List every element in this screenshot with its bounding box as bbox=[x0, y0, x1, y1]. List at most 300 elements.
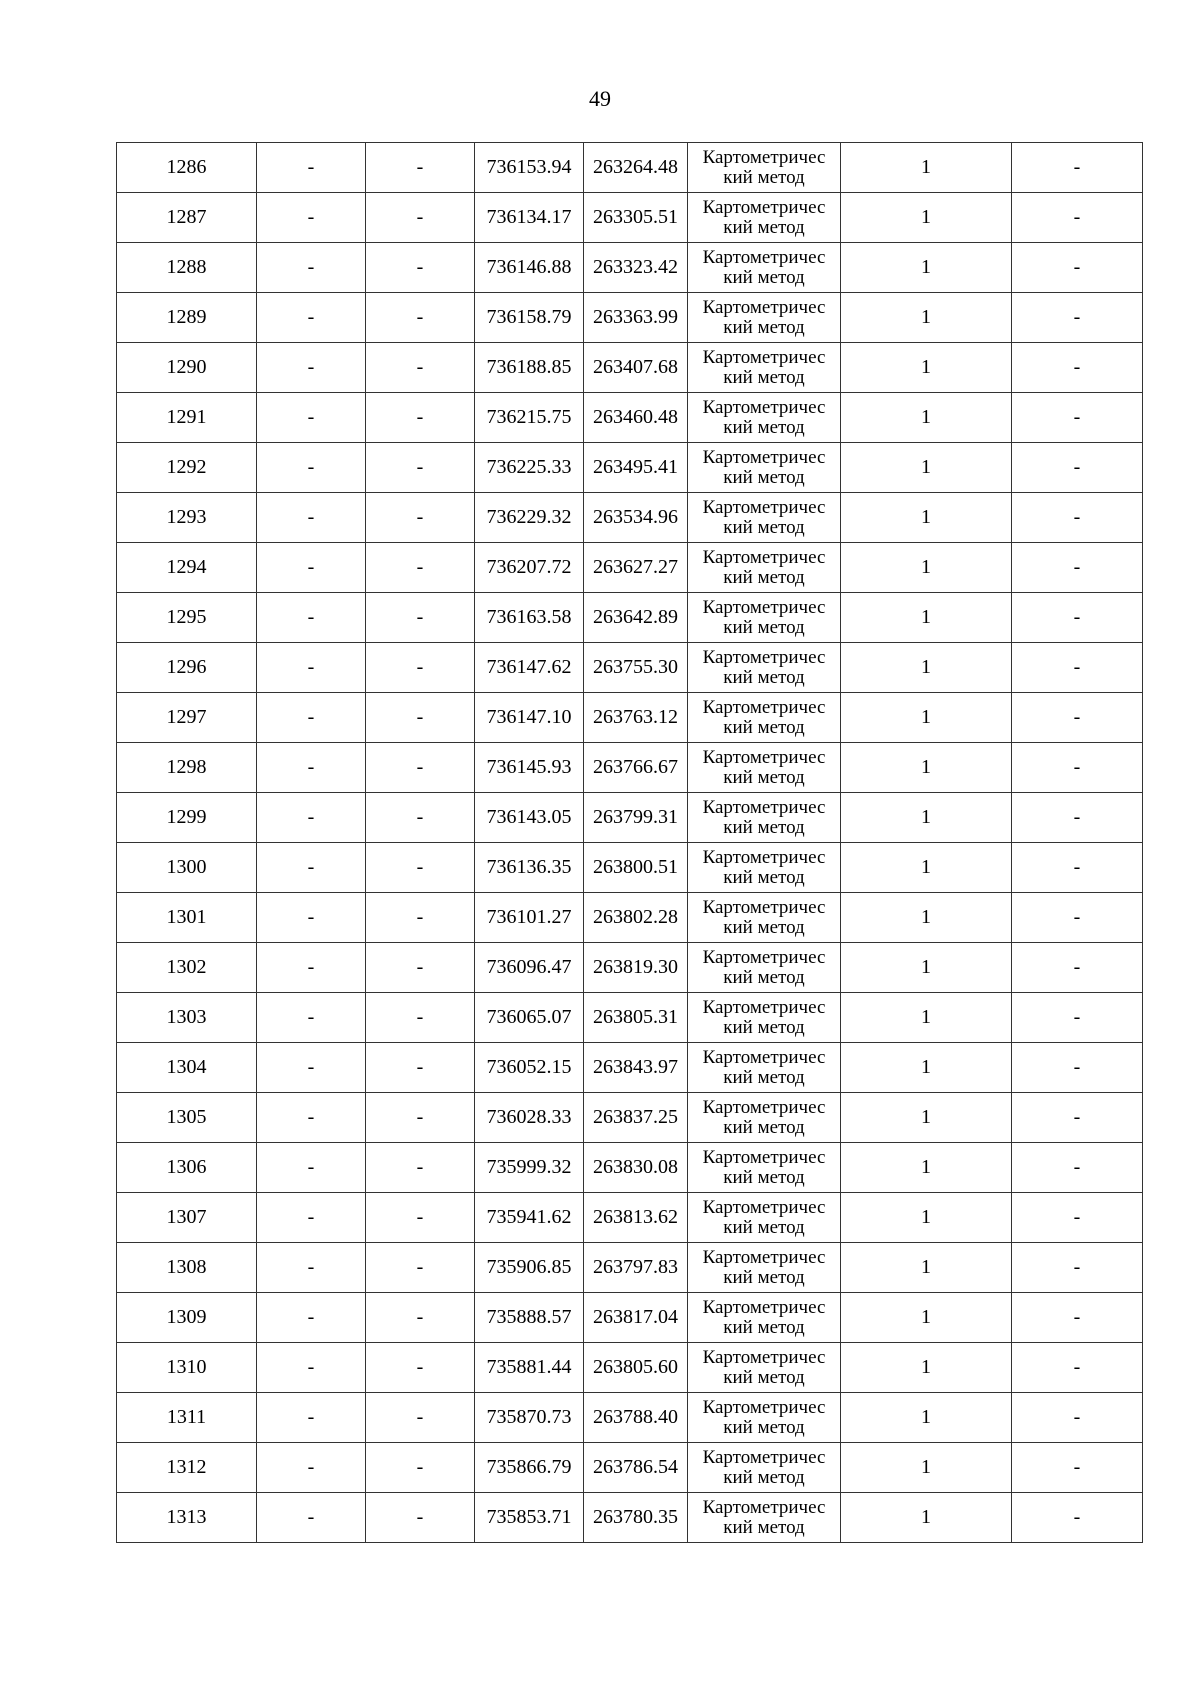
cell-dash-2: - bbox=[366, 1143, 475, 1193]
method-line-1: Картометричес bbox=[702, 1246, 826, 1268]
method-line-2: кий метод bbox=[723, 766, 805, 788]
cell-dash-2: - bbox=[366, 993, 475, 1043]
coord-y: 263788.40 bbox=[584, 1393, 688, 1443]
method-line-2: кий метод bbox=[723, 1216, 805, 1238]
table-row bbox=[117, 843, 1143, 893]
accuracy: 1 bbox=[841, 1043, 1012, 1093]
cell-dash-1: - bbox=[257, 893, 366, 943]
method-line-1: Картометричес bbox=[702, 546, 826, 568]
method-line-1: Картометричес bbox=[702, 246, 826, 268]
coord-y: 263802.28 bbox=[584, 893, 688, 943]
coord-y: 263534.96 bbox=[584, 493, 688, 543]
method-line-1: Картометричес bbox=[702, 646, 826, 668]
method-line-2: кий метод bbox=[723, 166, 805, 188]
accuracy: 1 bbox=[841, 593, 1012, 643]
cell-dash-2: - bbox=[366, 143, 475, 193]
method-line-2: кий метод bbox=[723, 1466, 805, 1488]
coord-y: 263797.83 bbox=[584, 1243, 688, 1293]
cell-dash-1: - bbox=[257, 943, 366, 993]
coord-x: 736101.27 bbox=[475, 893, 584, 943]
accuracy: 1 bbox=[841, 143, 1012, 193]
accuracy: 1 bbox=[841, 1393, 1012, 1443]
coord-x: 736215.75 bbox=[475, 393, 584, 443]
point-number: 1304 bbox=[117, 1043, 257, 1093]
accuracy: 1 bbox=[841, 693, 1012, 743]
coordinates-table bbox=[116, 142, 1143, 1543]
cell-dash-1: - bbox=[257, 1493, 366, 1543]
cell-dash-2: - bbox=[366, 343, 475, 393]
cell-dash-1: - bbox=[257, 693, 366, 743]
point-number: 1287 bbox=[117, 193, 257, 243]
point-number: 1292 bbox=[117, 443, 257, 493]
method bbox=[688, 443, 841, 493]
accuracy: 1 bbox=[841, 293, 1012, 343]
cell-dash-1: - bbox=[257, 643, 366, 693]
table-row bbox=[117, 493, 1143, 543]
cell-dash-3: - bbox=[1012, 443, 1143, 493]
coord-y: 263805.31 bbox=[584, 993, 688, 1043]
method-line-2: кий метод bbox=[723, 716, 805, 738]
method bbox=[688, 693, 841, 743]
method bbox=[688, 1043, 841, 1093]
point-number: 1296 bbox=[117, 643, 257, 693]
method-line-2: кий метод bbox=[723, 666, 805, 688]
method bbox=[688, 993, 841, 1043]
method-line-2: кий метод bbox=[723, 616, 805, 638]
point-number: 1303 bbox=[117, 993, 257, 1043]
cell-dash-3: - bbox=[1012, 1443, 1143, 1493]
table-row bbox=[117, 1243, 1143, 1293]
point-number: 1298 bbox=[117, 743, 257, 793]
cell-dash-2: - bbox=[366, 1093, 475, 1143]
cell-dash-2: - bbox=[366, 693, 475, 743]
accuracy: 1 bbox=[841, 1143, 1012, 1193]
table-row bbox=[117, 793, 1143, 843]
point-number: 1289 bbox=[117, 293, 257, 343]
method-line-1: Картометричес bbox=[702, 1446, 826, 1468]
method-line-1: Картометричес bbox=[702, 1196, 826, 1218]
point-number: 1294 bbox=[117, 543, 257, 593]
cell-dash-3: - bbox=[1012, 243, 1143, 293]
cell-dash-2: - bbox=[366, 1493, 475, 1543]
cell-dash-2: - bbox=[366, 593, 475, 643]
accuracy: 1 bbox=[841, 1093, 1012, 1143]
table-row bbox=[117, 993, 1143, 1043]
method-line-2: кий метод bbox=[723, 966, 805, 988]
cell-dash-1: - bbox=[257, 293, 366, 343]
table-row bbox=[117, 943, 1143, 993]
point-number: 1305 bbox=[117, 1093, 257, 1143]
coord-x: 736147.10 bbox=[475, 693, 584, 743]
cell-dash-1: - bbox=[257, 1193, 366, 1243]
method bbox=[688, 793, 841, 843]
cell-dash-1: - bbox=[257, 443, 366, 493]
coord-x: 735881.44 bbox=[475, 1343, 584, 1393]
coord-y: 263642.89 bbox=[584, 593, 688, 643]
cell-dash-2: - bbox=[366, 643, 475, 693]
method-line-1: Картометричес bbox=[702, 1346, 826, 1368]
cell-dash-2: - bbox=[366, 943, 475, 993]
accuracy: 1 bbox=[841, 1443, 1012, 1493]
cell-dash-2: - bbox=[366, 1393, 475, 1443]
method-line-2: кий метод bbox=[723, 1116, 805, 1138]
cell-dash-2: - bbox=[366, 893, 475, 943]
coord-y: 263780.35 bbox=[584, 1493, 688, 1543]
coord-y: 263805.60 bbox=[584, 1343, 688, 1393]
cell-dash-3: - bbox=[1012, 793, 1143, 843]
method bbox=[688, 1143, 841, 1193]
coord-x: 736153.94 bbox=[475, 143, 584, 193]
coord-y: 263830.08 bbox=[584, 1143, 688, 1193]
cell-dash-2: - bbox=[366, 1293, 475, 1343]
cell-dash-3: - bbox=[1012, 1143, 1143, 1193]
cell-dash-1: - bbox=[257, 543, 366, 593]
table-row bbox=[117, 1143, 1143, 1193]
method bbox=[688, 1443, 841, 1493]
cell-dash-1: - bbox=[257, 1443, 366, 1493]
coord-y: 263755.30 bbox=[584, 643, 688, 693]
point-number: 1288 bbox=[117, 243, 257, 293]
coord-x: 735853.71 bbox=[475, 1493, 584, 1543]
method-line-2: кий метод bbox=[723, 216, 805, 238]
point-number: 1295 bbox=[117, 593, 257, 643]
method-line-2: кий метод bbox=[723, 1516, 805, 1538]
coord-y: 263305.51 bbox=[584, 193, 688, 243]
method-line-1: Картометричес bbox=[702, 196, 826, 218]
cell-dash-3: - bbox=[1012, 1293, 1143, 1343]
point-number: 1290 bbox=[117, 343, 257, 393]
method bbox=[688, 393, 841, 443]
accuracy: 1 bbox=[841, 943, 1012, 993]
cell-dash-1: - bbox=[257, 193, 366, 243]
table-row bbox=[117, 193, 1143, 243]
cell-dash-1: - bbox=[257, 593, 366, 643]
coord-x: 735888.57 bbox=[475, 1293, 584, 1343]
method-line-2: кий метод bbox=[723, 1316, 805, 1338]
cell-dash-3: - bbox=[1012, 1093, 1143, 1143]
method-line-2: кий метод bbox=[723, 1366, 805, 1388]
table-row bbox=[117, 243, 1143, 293]
cell-dash-1: - bbox=[257, 993, 366, 1043]
cell-dash-3: - bbox=[1012, 943, 1143, 993]
method-line-2: кий метод bbox=[723, 1066, 805, 1088]
point-number: 1300 bbox=[117, 843, 257, 893]
method bbox=[688, 193, 841, 243]
cell-dash-3: - bbox=[1012, 743, 1143, 793]
method bbox=[688, 1293, 841, 1343]
method bbox=[688, 343, 841, 393]
coord-x: 735906.85 bbox=[475, 1243, 584, 1293]
table-row bbox=[117, 293, 1143, 343]
coord-x: 736096.47 bbox=[475, 943, 584, 993]
cell-dash-3: - bbox=[1012, 693, 1143, 743]
coord-x: 735999.32 bbox=[475, 1143, 584, 1193]
coord-y: 263813.62 bbox=[584, 1193, 688, 1243]
method bbox=[688, 493, 841, 543]
method-line-1: Картометричес bbox=[702, 996, 826, 1018]
point-number: 1312 bbox=[117, 1443, 257, 1493]
method-line-1: Картометричес bbox=[702, 1096, 826, 1118]
cell-dash-1: - bbox=[257, 1393, 366, 1443]
table-row bbox=[117, 1393, 1143, 1443]
table-row bbox=[117, 443, 1143, 493]
method-line-1: Картометричес bbox=[702, 796, 826, 818]
method bbox=[688, 643, 841, 693]
cell-dash-3: - bbox=[1012, 1043, 1143, 1093]
cell-dash-2: - bbox=[366, 793, 475, 843]
method bbox=[688, 1193, 841, 1243]
method-line-1: Картометричес bbox=[702, 1496, 826, 1518]
coord-y: 263786.54 bbox=[584, 1443, 688, 1493]
point-number: 1310 bbox=[117, 1343, 257, 1393]
method-line-1: Картометричес bbox=[702, 1146, 826, 1168]
accuracy: 1 bbox=[841, 343, 1012, 393]
table-row bbox=[117, 593, 1143, 643]
method bbox=[688, 1343, 841, 1393]
cell-dash-1: - bbox=[257, 243, 366, 293]
table-row bbox=[117, 743, 1143, 793]
method bbox=[688, 1493, 841, 1543]
accuracy: 1 bbox=[841, 543, 1012, 593]
table-row bbox=[117, 393, 1143, 443]
cell-dash-2: - bbox=[366, 193, 475, 243]
method-line-1: Картометричес bbox=[702, 846, 826, 868]
point-number: 1308 bbox=[117, 1243, 257, 1293]
cell-dash-3: - bbox=[1012, 343, 1143, 393]
method bbox=[688, 943, 841, 993]
method bbox=[688, 293, 841, 343]
accuracy: 1 bbox=[841, 1493, 1012, 1543]
method bbox=[688, 1243, 841, 1293]
method-line-2: кий метод bbox=[723, 1016, 805, 1038]
method bbox=[688, 593, 841, 643]
method-line-1: Картометричес bbox=[702, 746, 826, 768]
coord-y: 263837.25 bbox=[584, 1093, 688, 1143]
cell-dash-2: - bbox=[366, 1443, 475, 1493]
coord-y: 263766.67 bbox=[584, 743, 688, 793]
cell-dash-1: - bbox=[257, 1093, 366, 1143]
method-line-2: кий метод bbox=[723, 1166, 805, 1188]
method-line-1: Картометричес bbox=[702, 1396, 826, 1418]
method-line-1: Картометричес bbox=[702, 396, 826, 418]
coord-x: 736145.93 bbox=[475, 743, 584, 793]
coord-x: 736028.33 bbox=[475, 1093, 584, 1143]
cell-dash-2: - bbox=[366, 393, 475, 443]
point-number: 1286 bbox=[117, 143, 257, 193]
method-line-2: кий метод bbox=[723, 866, 805, 888]
cell-dash-1: - bbox=[257, 143, 366, 193]
cell-dash-2: - bbox=[366, 243, 475, 293]
accuracy: 1 bbox=[841, 793, 1012, 843]
cell-dash-1: - bbox=[257, 493, 366, 543]
cell-dash-3: - bbox=[1012, 1193, 1143, 1243]
cell-dash-3: - bbox=[1012, 493, 1143, 543]
cell-dash-3: - bbox=[1012, 843, 1143, 893]
point-number: 1307 bbox=[117, 1193, 257, 1243]
method-line-1: Картометричес bbox=[702, 146, 826, 168]
method-line-1: Картометричес bbox=[702, 1046, 826, 1068]
accuracy: 1 bbox=[841, 1193, 1012, 1243]
coord-x: 736134.17 bbox=[475, 193, 584, 243]
cell-dash-1: - bbox=[257, 793, 366, 843]
cell-dash-2: - bbox=[366, 843, 475, 893]
method-line-1: Картометричес bbox=[702, 1296, 826, 1318]
coord-x: 736147.62 bbox=[475, 643, 584, 693]
coord-y: 263800.51 bbox=[584, 843, 688, 893]
method-line-1: Картометричес bbox=[702, 346, 826, 368]
cell-dash-1: - bbox=[257, 743, 366, 793]
cell-dash-2: - bbox=[366, 743, 475, 793]
accuracy: 1 bbox=[841, 1343, 1012, 1393]
cell-dash-2: - bbox=[366, 1343, 475, 1393]
cell-dash-2: - bbox=[366, 493, 475, 543]
method-line-1: Картометричес bbox=[702, 946, 826, 968]
point-number: 1301 bbox=[117, 893, 257, 943]
accuracy: 1 bbox=[841, 893, 1012, 943]
accuracy: 1 bbox=[841, 393, 1012, 443]
method-line-2: кий метод bbox=[723, 1416, 805, 1438]
coord-y: 263363.99 bbox=[584, 293, 688, 343]
coord-x: 736136.35 bbox=[475, 843, 584, 893]
cell-dash-2: - bbox=[366, 543, 475, 593]
accuracy: 1 bbox=[841, 443, 1012, 493]
cell-dash-3: - bbox=[1012, 393, 1143, 443]
table-row bbox=[117, 643, 1143, 693]
table-body bbox=[117, 143, 1143, 1543]
cell-dash-1: - bbox=[257, 1043, 366, 1093]
method bbox=[688, 143, 841, 193]
cell-dash-3: - bbox=[1012, 543, 1143, 593]
page-number: 49 bbox=[589, 86, 611, 111]
cell-dash-1: - bbox=[257, 1343, 366, 1393]
coord-y: 263843.97 bbox=[584, 1043, 688, 1093]
method bbox=[688, 1093, 841, 1143]
method-line-2: кий метод bbox=[723, 266, 805, 288]
accuracy: 1 bbox=[841, 643, 1012, 693]
method-line-2: кий метод bbox=[723, 1266, 805, 1288]
cell-dash-3: - bbox=[1012, 1493, 1143, 1543]
coord-x: 736065.07 bbox=[475, 993, 584, 1043]
cell-dash-3: - bbox=[1012, 893, 1143, 943]
cell-dash-2: - bbox=[366, 293, 475, 343]
table-row bbox=[117, 1493, 1143, 1543]
table-row bbox=[117, 343, 1143, 393]
coord-x: 736146.88 bbox=[475, 243, 584, 293]
table-row bbox=[117, 893, 1143, 943]
coord-x: 736158.79 bbox=[475, 293, 584, 343]
method-line-2: кий метод bbox=[723, 516, 805, 538]
method-line-2: кий метод bbox=[723, 816, 805, 838]
accuracy: 1 bbox=[841, 743, 1012, 793]
method-line-1: Картометричес bbox=[702, 296, 826, 318]
cell-dash-3: - bbox=[1012, 643, 1143, 693]
cell-dash-2: - bbox=[366, 1243, 475, 1293]
method-line-2: кий метод bbox=[723, 366, 805, 388]
coord-x: 736143.05 bbox=[475, 793, 584, 843]
method-line-1: Картометричес bbox=[702, 496, 826, 518]
table-row bbox=[117, 1043, 1143, 1093]
coord-x: 735941.62 bbox=[475, 1193, 584, 1243]
cell-dash-3: - bbox=[1012, 593, 1143, 643]
coord-y: 263819.30 bbox=[584, 943, 688, 993]
coord-x: 736225.33 bbox=[475, 443, 584, 493]
coord-y: 263407.68 bbox=[584, 343, 688, 393]
method-line-1: Картометричес bbox=[702, 596, 826, 618]
coord-y: 263264.48 bbox=[584, 143, 688, 193]
method bbox=[688, 1393, 841, 1443]
coord-y: 263627.27 bbox=[584, 543, 688, 593]
table-row bbox=[117, 1093, 1143, 1143]
point-number: 1299 bbox=[117, 793, 257, 843]
cell-dash-3: - bbox=[1012, 993, 1143, 1043]
table-row bbox=[117, 1293, 1143, 1343]
table-row bbox=[117, 1193, 1143, 1243]
coord-x: 736188.85 bbox=[475, 343, 584, 393]
method-line-2: кий метод bbox=[723, 466, 805, 488]
accuracy: 1 bbox=[841, 843, 1012, 893]
coord-y: 263799.31 bbox=[584, 793, 688, 843]
point-number: 1302 bbox=[117, 943, 257, 993]
coord-y: 263817.04 bbox=[584, 1293, 688, 1343]
coord-x: 736229.32 bbox=[475, 493, 584, 543]
coord-x: 736052.15 bbox=[475, 1043, 584, 1093]
method-line-2: кий метод bbox=[723, 316, 805, 338]
cell-dash-1: - bbox=[257, 1143, 366, 1193]
point-number: 1297 bbox=[117, 693, 257, 743]
cell-dash-1: - bbox=[257, 393, 366, 443]
cell-dash-3: - bbox=[1012, 1343, 1143, 1393]
method-line-1: Картометричес bbox=[702, 896, 826, 918]
accuracy: 1 bbox=[841, 1243, 1012, 1293]
method-line-2: кий метод bbox=[723, 916, 805, 938]
cell-dash-1: - bbox=[257, 1293, 366, 1343]
point-number: 1306 bbox=[117, 1143, 257, 1193]
cell-dash-2: - bbox=[366, 1043, 475, 1093]
coord-y: 263323.42 bbox=[584, 243, 688, 293]
coord-y: 263495.41 bbox=[584, 443, 688, 493]
accuracy: 1 bbox=[841, 243, 1012, 293]
method bbox=[688, 743, 841, 793]
accuracy: 1 bbox=[841, 193, 1012, 243]
method bbox=[688, 243, 841, 293]
method-line-1: Картометричес bbox=[702, 696, 826, 718]
coord-x: 736207.72 bbox=[475, 543, 584, 593]
table-row bbox=[117, 1443, 1143, 1493]
method-line-2: кий метод bbox=[723, 566, 805, 588]
method bbox=[688, 893, 841, 943]
point-number: 1311 bbox=[117, 1393, 257, 1443]
method-line-2: кий метод bbox=[723, 416, 805, 438]
table-row bbox=[117, 143, 1143, 193]
table-row bbox=[117, 543, 1143, 593]
cell-dash-1: - bbox=[257, 843, 366, 893]
cell-dash-1: - bbox=[257, 343, 366, 393]
coord-y: 263460.48 bbox=[584, 393, 688, 443]
coord-x: 735866.79 bbox=[475, 1443, 584, 1493]
cell-dash-1: - bbox=[257, 1243, 366, 1293]
table-row bbox=[117, 693, 1143, 743]
cell-dash-3: - bbox=[1012, 1393, 1143, 1443]
cell-dash-2: - bbox=[366, 1193, 475, 1243]
table-row bbox=[117, 1343, 1143, 1393]
point-number: 1313 bbox=[117, 1493, 257, 1543]
point-number: 1291 bbox=[117, 393, 257, 443]
method bbox=[688, 543, 841, 593]
cell-dash-3: - bbox=[1012, 193, 1143, 243]
coord-x: 736163.58 bbox=[475, 593, 584, 643]
method-line-1: Картометричес bbox=[702, 446, 826, 468]
cell-dash-3: - bbox=[1012, 1243, 1143, 1293]
